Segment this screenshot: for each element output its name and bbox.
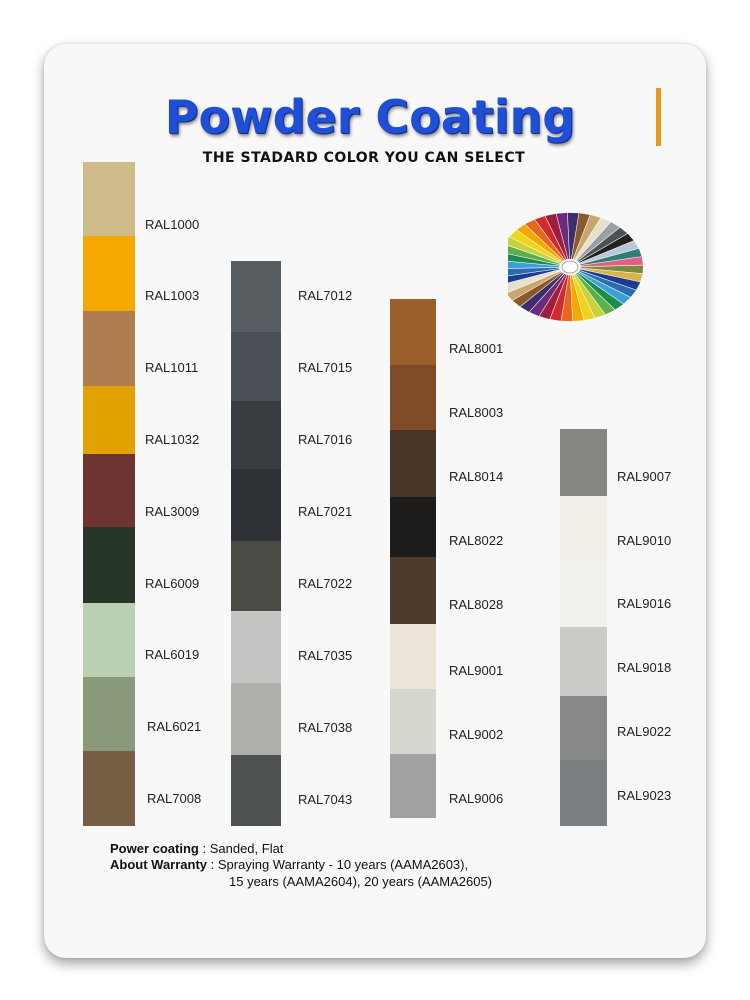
- swatch-ral7038: [231, 683, 281, 755]
- swatch-label-ral1011: RAL1011: [145, 360, 199, 375]
- accent-bar: [656, 88, 661, 146]
- swatch-label-ral3009: RAL3009: [145, 504, 200, 519]
- swatch-label-ral9007: RAL9007: [617, 469, 672, 484]
- swatch-label-ral9016: RAL9016: [617, 596, 672, 611]
- swatch-ral3009: [83, 454, 135, 527]
- swatch-ral6019: [83, 603, 135, 677]
- swatch-label-ral7022: RAL7022: [298, 576, 353, 591]
- footer-warranty-line: [110, 857, 468, 872]
- swatch-label-ral9018: RAL9018: [617, 660, 672, 675]
- swatch-label-ral7035: RAL7035: [298, 648, 353, 663]
- swatch-ral7015: [231, 332, 281, 401]
- swatch-ral6009: [83, 527, 135, 603]
- swatch-label-ral6009: RAL6009: [145, 576, 200, 591]
- swatch-ral7012: [231, 261, 281, 332]
- swatch-label-ral8022: RAL8022: [449, 533, 504, 548]
- page-subtitle: THE STADARD COLOR YOU CAN SELECT: [202, 150, 526, 166]
- swatch-ral9022: [560, 696, 607, 760]
- footer-warranty-label: About Warranty: [110, 857, 208, 872]
- swatch-label-ral9002: RAL9002: [449, 727, 504, 742]
- swatch-ral7016: [231, 401, 281, 469]
- swatch-ral7008: [83, 751, 135, 826]
- swatch-ral9002: [390, 689, 436, 754]
- swatch-label-ral9022: RAL9022: [617, 724, 672, 739]
- swatch-ral1003: [83, 236, 135, 311]
- swatch-ral7043: [231, 755, 281, 826]
- swatch-ral8022: [390, 497, 436, 557]
- swatch-ral7022: [231, 541, 281, 611]
- swatch-label-ral9010: RAL9010: [617, 533, 672, 548]
- swatch-ral9007: [560, 429, 607, 496]
- swatch-label-ral7012: RAL7012: [298, 288, 353, 303]
- swatch-label-ral7015: RAL7015: [298, 360, 353, 375]
- swatch-ral7035: [231, 611, 281, 683]
- page-title: Powder Coating: [164, 90, 576, 144]
- swatch-ral9010: [560, 496, 607, 560]
- swatch-label-ral6021: RAL6021: [147, 719, 202, 734]
- swatch-label-ral8003: RAL8003: [449, 405, 504, 420]
- swatch-ral7021: [231, 469, 281, 541]
- swatch-label-ral8001: RAL8001: [449, 341, 504, 356]
- swatch-ral9023: [560, 760, 607, 826]
- swatch-label-ral7038: RAL7038: [298, 720, 353, 735]
- footer-coating-label: Power coating: [110, 841, 199, 856]
- swatch-label-ral7043: RAL7043: [298, 792, 353, 807]
- swatch-label-ral7016: RAL7016: [298, 432, 353, 447]
- swatch-ral9006: [390, 754, 436, 818]
- footer-coating-value: : Sanded, Flat: [202, 841, 284, 856]
- swatch-label-ral9001: RAL9001: [449, 663, 504, 678]
- swatch-label-ral1032: RAL1032: [145, 432, 200, 447]
- swatch-ral1011: [83, 311, 135, 386]
- swatch-label-ral1003: RAL1003: [145, 288, 200, 303]
- footer-warranty-value: : Spraying Warranty - 10 years (AAMA2603),: [210, 857, 469, 872]
- swatch-label-ral7021: RAL7021: [298, 504, 353, 519]
- swatch-ral9001: [390, 624, 436, 689]
- swatch-ral9018: [560, 627, 607, 696]
- swatch-label-ral7008: RAL7008: [147, 791, 202, 806]
- swatch-ral6021: [83, 677, 135, 751]
- swatch-label-ral8028: RAL8028: [449, 597, 504, 612]
- swatch-label-ral6019: RAL6019: [145, 647, 200, 662]
- swatch-label-ral1000: RAL1000: [145, 217, 200, 232]
- swatch-ral8003: [390, 365, 436, 430]
- swatch-label-ral8014: RAL8014: [449, 469, 504, 484]
- swatch-ral8014: [390, 430, 436, 497]
- swatch-ral1032: [83, 386, 135, 454]
- swatch-ral9016: [560, 560, 607, 627]
- footer-coating-line: [110, 841, 283, 856]
- swatch-ral8001: [390, 299, 436, 365]
- color-fan-deck-icon: [508, 205, 660, 330]
- swatch-ral8028: [390, 557, 436, 624]
- swatch-label-ral9006: RAL9006: [449, 791, 504, 806]
- footer-warranty-line-2: 15 years (AAMA2604), 20 years (AAMA2605): [229, 874, 493, 889]
- swatch-label-ral9023: RAL9023: [617, 788, 672, 803]
- swatch-ral1000: [83, 162, 135, 236]
